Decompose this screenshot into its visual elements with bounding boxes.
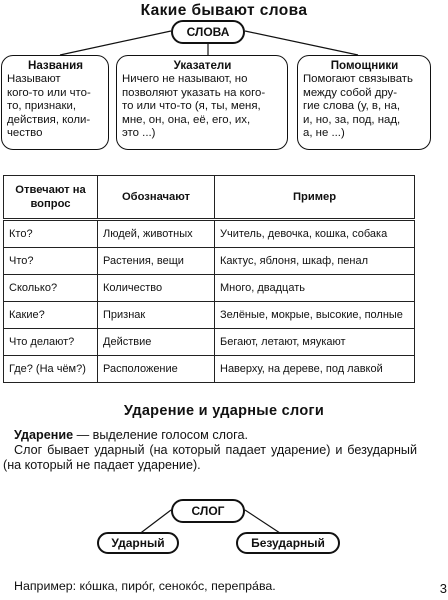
box-helpers-line: между собой дру- — [303, 86, 398, 99]
table-row — [4, 329, 415, 356]
table-row — [4, 275, 415, 302]
word-types-table — [3, 175, 415, 383]
words-root-node — [171, 20, 245, 44]
table-row — [4, 220, 415, 248]
syllable-root-label: СЛОГ — [191, 504, 225, 518]
cell-meaning: Расположение — [98, 356, 215, 383]
stress-term: Ударение — [14, 428, 74, 442]
table-row — [4, 356, 415, 383]
cell-example: Зелёные, мокрые, высокие, полные — [215, 302, 415, 329]
cell-example: Много, двадцать — [215, 275, 415, 302]
table-row — [4, 248, 415, 275]
table-header-row — [4, 176, 415, 220]
cell-example: Наверху, на дереве, под лавкой — [215, 356, 415, 383]
example-text: Например: ко́шка, пиро́г, сеноко́с, перепра́ва. — [14, 579, 276, 593]
box-pointers-heading: Указатели — [173, 59, 232, 72]
cell-example: Кактус, яблоня, шкаф, пенал — [215, 248, 415, 275]
syllable-root-node — [171, 499, 245, 523]
stressed-label: Ударный — [111, 536, 165, 550]
page-number: 3 — [439, 581, 447, 596]
cell-question: Кто? — [4, 220, 98, 248]
box-helpers — [297, 55, 431, 150]
cell-meaning: Количество — [98, 275, 215, 302]
table-row — [4, 302, 415, 329]
words-root-label: СЛОВА — [186, 25, 230, 39]
box-helpers-heading: Помощники — [330, 59, 399, 72]
page-title: Какие бывают слова — [140, 2, 308, 19]
box-pointers-line: то или что-то (я, ты, меня, — [122, 100, 261, 113]
cell-question: Что делают? — [4, 329, 98, 356]
box-names-line: кого-то или что- — [7, 86, 91, 99]
cell-question: Какие? — [4, 302, 98, 329]
box-names-line: действия, коли- — [7, 113, 91, 126]
box-helpers-line: и, но, за, под, над, — [303, 113, 401, 126]
cell-example: Учитель, девочка, кошка, собака — [215, 220, 415, 248]
header-example: Пример — [215, 176, 415, 220]
box-helpers-line: гие слова (у, в, на, — [303, 100, 401, 113]
box-pointers-line: это ...) — [122, 127, 156, 140]
cell-meaning: Людей, животных — [98, 220, 215, 248]
stress-text — [3, 428, 417, 474]
box-names-line: Называют — [7, 73, 61, 86]
stress-paragraph: Слог бывает ударный (на который падает ударение) и безударный (на который не падает ударение). — [3, 443, 417, 473]
stressed-node — [97, 532, 179, 554]
header-question: Отвечают на вопрос — [4, 176, 98, 220]
stress-definition-text: — выделение голосом слога. — [73, 428, 248, 442]
stress-definition — [3, 428, 417, 443]
box-pointers-line: Ничего не называют, но — [122, 73, 248, 86]
section-heading: Ударение и ударные слоги — [123, 403, 325, 419]
cell-meaning: Признак — [98, 302, 215, 329]
box-helpers-line: Помогают связывать — [303, 73, 413, 86]
cell-meaning: Растения, вещи — [98, 248, 215, 275]
cell-question: Где? (На чём?) — [4, 356, 98, 383]
box-names — [1, 55, 109, 150]
unstressed-node — [236, 532, 340, 554]
unstressed-label: Безударный — [251, 536, 325, 550]
box-pointers-line: мне, он, она, её, его, их, — [122, 113, 251, 126]
header-meaning: Обозначают — [98, 176, 215, 220]
box-pointers — [116, 55, 288, 150]
box-names-line: то, признаки, — [7, 100, 76, 113]
box-helpers-line: а, не ...) — [303, 127, 345, 140]
cell-meaning: Действие — [98, 329, 215, 356]
cell-question: Сколько? — [4, 275, 98, 302]
box-names-heading: Названия — [27, 59, 84, 72]
cell-example: Бегают, летают, мяукают — [215, 329, 415, 356]
box-pointers-line: позволяют указать на кого- — [122, 86, 266, 99]
box-names-line: чество — [7, 127, 43, 140]
cell-question: Что? — [4, 248, 98, 275]
